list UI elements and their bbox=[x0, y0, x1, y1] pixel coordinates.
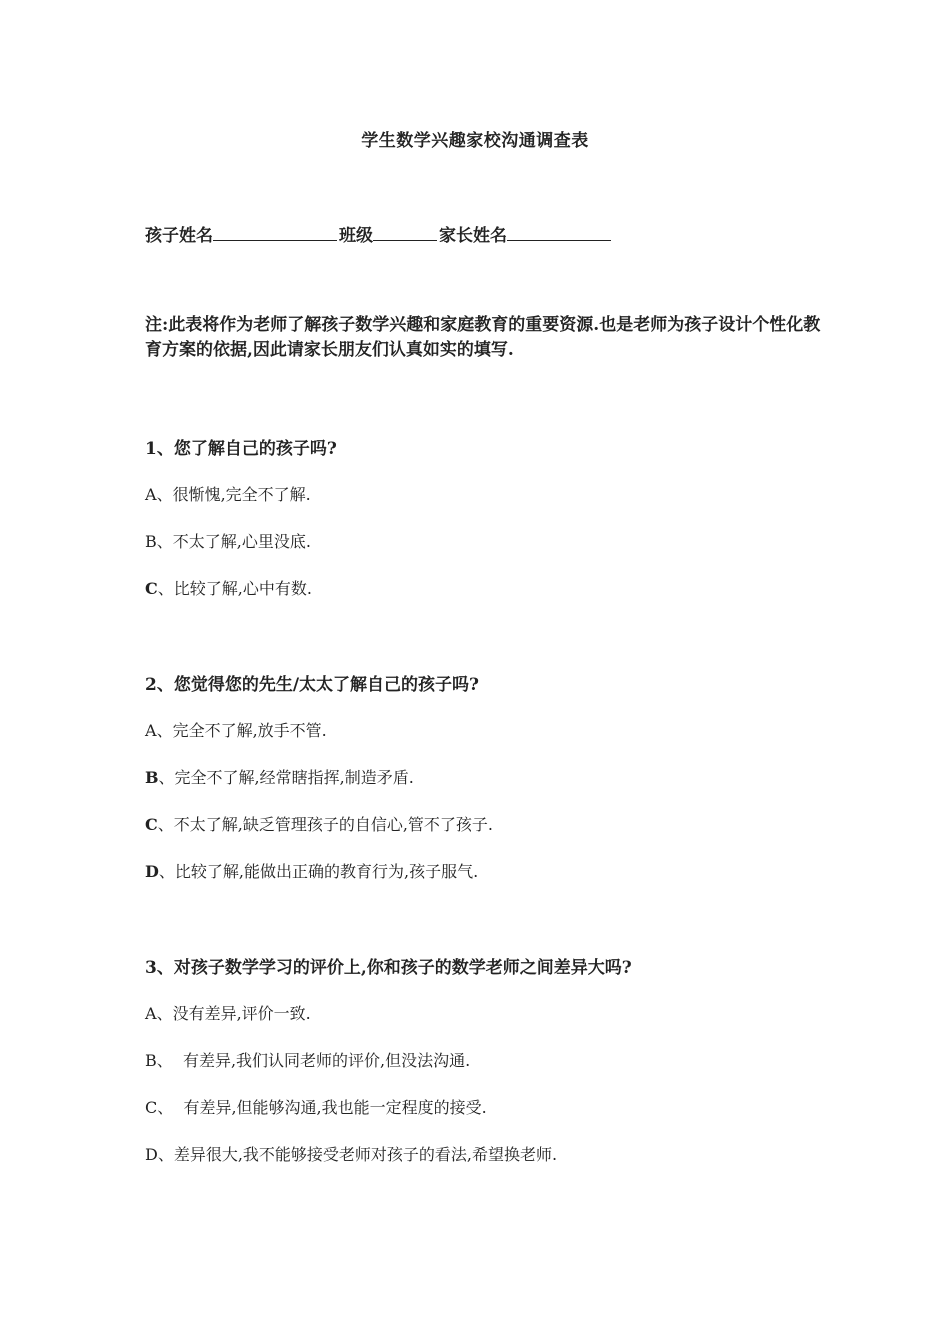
option-text: 没有差异,评价一致. bbox=[172, 1004, 311, 1023]
option-letter: C bbox=[145, 815, 158, 834]
option-letter: B bbox=[145, 532, 157, 551]
option-letter: B bbox=[145, 1051, 157, 1070]
option-sep: 、 bbox=[156, 1004, 173, 1023]
class-blank[interactable] bbox=[373, 225, 437, 241]
q2-option-c[interactable] bbox=[145, 812, 493, 835]
option-letter: C bbox=[145, 579, 158, 598]
parent-name-label: 家长姓名 bbox=[439, 226, 507, 246]
option-letter: D bbox=[145, 862, 159, 881]
note-paragraph: 注:此表将作为老师了解孩子数学兴趣和家庭教育的重要资源.也是老师为孩子设计个性化教育方案的依据,因此请家长朋友们认真如实的填写. bbox=[145, 315, 821, 360]
option-text: 不太了解,心里没底. bbox=[172, 532, 311, 551]
option-sep: 、 bbox=[157, 1098, 184, 1117]
class-label: 班级 bbox=[339, 226, 373, 246]
option-text: 差异很大,我不能够接受老师对孩子的看法,希望换老师. bbox=[173, 1145, 558, 1164]
option-text: 有差异,但能够沟通,我也能一定程度的接受. bbox=[183, 1098, 487, 1117]
question-3: 3、对孩子数学学习的评价上,你和孩子的数学老师之间差异大吗? bbox=[145, 958, 632, 978]
option-letter: A bbox=[145, 485, 157, 504]
option-text: 完全不了解,经常瞎指挥,制造矛盾. bbox=[174, 768, 414, 787]
option-text: 完全不了解,放手不管. bbox=[172, 721, 327, 740]
option-sep: 、 bbox=[158, 862, 175, 881]
document-title: 学生数学兴趣家校沟通调查表 bbox=[361, 131, 589, 151]
option-letter: A bbox=[145, 721, 157, 740]
option-letter: D bbox=[145, 1145, 158, 1164]
question-2: 2、您觉得您的先生/太太了解自己的孩子吗? bbox=[145, 675, 479, 695]
option-sep: 、 bbox=[156, 1051, 183, 1070]
q2-option-a[interactable] bbox=[145, 718, 327, 741]
info-line bbox=[145, 221, 613, 246]
q2-option-b[interactable] bbox=[145, 765, 414, 788]
q3-option-d[interactable] bbox=[145, 1142, 557, 1165]
option-text: 比较了解,能做出正确的教育行为,孩子服气. bbox=[174, 862, 479, 881]
option-text: 很惭愧,完全不了解. bbox=[172, 485, 311, 504]
q1-option-a[interactable] bbox=[145, 482, 311, 505]
q3-option-b[interactable] bbox=[145, 1048, 470, 1071]
child-name-blank[interactable] bbox=[213, 225, 337, 241]
option-sep: 、 bbox=[156, 485, 173, 504]
option-letter: B bbox=[145, 768, 159, 787]
option-sep: 、 bbox=[158, 768, 175, 787]
q2-option-d[interactable] bbox=[145, 859, 478, 882]
option-text: 比较了解,心中有数. bbox=[173, 579, 312, 598]
child-name-label: 孩子姓名 bbox=[145, 226, 213, 246]
parent-name-blank[interactable] bbox=[507, 225, 611, 241]
option-text: 有差异,我们认同老师的评价,但没法沟通. bbox=[182, 1051, 471, 1070]
option-text: 不太了解,缺乏管理孩子的自信心,管不了孩子. bbox=[173, 815, 494, 834]
option-sep: 、 bbox=[156, 532, 173, 551]
option-sep: 、 bbox=[157, 815, 174, 834]
option-sep: 、 bbox=[157, 1145, 174, 1164]
option-letter: A bbox=[145, 1004, 157, 1023]
q3-option-a[interactable] bbox=[145, 1001, 311, 1024]
q1-option-c[interactable] bbox=[145, 576, 312, 599]
q1-option-b[interactable] bbox=[145, 529, 311, 552]
question-1: 1、您了解自己的孩子吗? bbox=[145, 439, 337, 459]
option-sep: 、 bbox=[157, 579, 174, 598]
option-letter: C bbox=[145, 1098, 158, 1117]
q3-option-c[interactable] bbox=[145, 1095, 487, 1118]
option-sep: 、 bbox=[156, 721, 173, 740]
